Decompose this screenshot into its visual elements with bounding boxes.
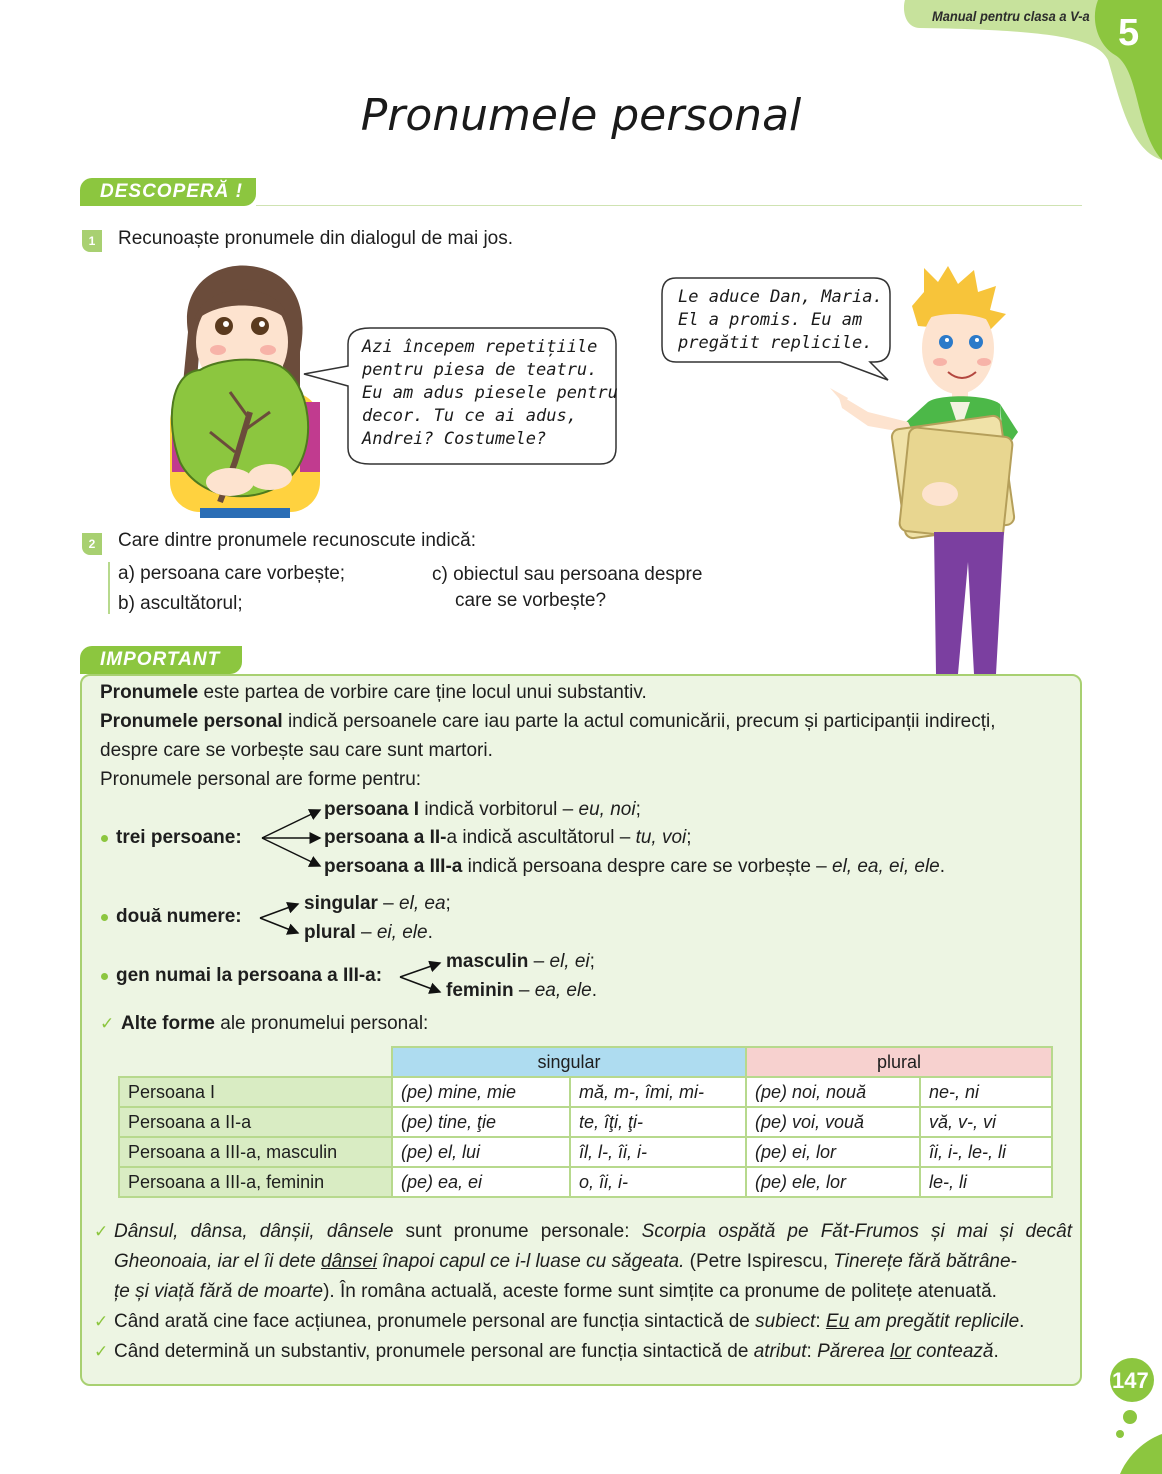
note-1-line-2 — [114, 1251, 1017, 1273]
text: ale pronumelui personal: — [214, 1013, 429, 1034]
plural-header: plural — [746, 1047, 1052, 1077]
text: am pregătit replicile — [849, 1311, 1020, 1332]
person-cell: Persoana a II-a — [119, 1107, 392, 1137]
masculine-line: masculin – el, ei; — [446, 951, 595, 972]
text: Când determină un substantiv, pronumele personal are funcția sintactică de — [114, 1341, 754, 1362]
unit-number: 5 — [1118, 12, 1140, 54]
example: el, ea, ei, ele — [832, 856, 940, 877]
term: persoana I — [324, 799, 420, 820]
options-bar — [108, 562, 110, 614]
check-icon: ✓ — [94, 1222, 109, 1241]
term: feminin — [446, 980, 514, 1001]
option-b: b) ascultătorul; — [118, 593, 243, 614]
text: Scorpia ospătă pe Făt-Frumos și mai și decât — [641, 1221, 1072, 1242]
girl-bubble-line: Eu am adus piesele pentru — [362, 383, 618, 403]
text: . — [1019, 1311, 1025, 1332]
task-number-1: 1 — [82, 230, 102, 252]
text: (Petre Ispirescu, — [684, 1251, 834, 1272]
gender-label: gen numai la persoana a III-a: — [116, 965, 383, 986]
person-2-line: persoana a II-a indică ascultătorul – tu, voi; — [324, 827, 692, 848]
singular-line: singular – el, ea; — [304, 893, 451, 914]
text: Tinerețe fără bătrâne- — [833, 1251, 1017, 1272]
example: ea, ele — [534, 980, 592, 1001]
bullet — [101, 835, 108, 842]
task-2-text: Care dintre pronumele recunoscute indică: — [118, 530, 477, 551]
check-icon: ✓ — [100, 1014, 115, 1033]
text: Gheonoaia, iar el îi dete — [114, 1251, 322, 1272]
value-cell: (pe) ei, lor — [746, 1137, 920, 1167]
example: ei, ele — [376, 922, 428, 943]
text: indică vorbitorul – — [419, 799, 579, 820]
girl-bubble-line: Azi începem repetițiile — [362, 337, 598, 357]
person-cell: Persoana a III-a, masculin — [119, 1137, 392, 1167]
value-cell: (pe) tine, ţie — [392, 1107, 570, 1137]
plural-line: plural – ei, ele. — [304, 922, 433, 943]
text: dânsei — [321, 1251, 378, 1272]
value-cell: (pe) ea, ei — [392, 1167, 570, 1197]
person-cell: Persoana a III-a, feminin — [119, 1167, 392, 1197]
girl-bubble-line: decor. Tu ce ai adus, — [362, 406, 577, 426]
boy-illustration — [828, 262, 1038, 674]
value-cell: (pe) voi, vouă — [746, 1107, 920, 1137]
value-cell: o, îi, i- — [570, 1167, 746, 1197]
term: Pronumele personal — [100, 711, 283, 732]
boy-bubble-line: Le aduce Dan, Maria. — [678, 287, 883, 307]
text: indică persoana despre care se vorbește – — [462, 856, 833, 877]
person-1-line: persoana I indică vorbitorul – eu, noi; — [324, 799, 641, 820]
term: Pronumele — [100, 682, 199, 703]
text: înapoi capul ce i-l luase cu săgeata. — [377, 1251, 685, 1272]
text: Dânsul, dânsa, dânșii, dânsele — [114, 1221, 394, 1242]
text: Părerea — [817, 1341, 890, 1362]
term: singular — [304, 893, 378, 914]
page-number: 147 — [1112, 1368, 1149, 1393]
table-row — [119, 1077, 1052, 1107]
text: . — [993, 1341, 999, 1362]
value-cell: îi, i-, le-, li — [920, 1137, 1052, 1167]
table-row — [119, 1137, 1052, 1167]
bullet — [101, 973, 108, 980]
pronoun-forms-table — [118, 1046, 1053, 1198]
forms-intro: Pronumele personal are forme pentru: — [100, 769, 422, 790]
note-1-line-1 — [114, 1221, 1072, 1243]
important-tab: IMPORTANT — [80, 646, 242, 674]
value-cell: mă, m-, îmi, mi- — [570, 1077, 746, 1107]
discover-divider — [256, 205, 1082, 206]
option-c-line1: c) obiectul sau persoana despre — [432, 564, 703, 585]
value-cell: (pe) mine, mie — [392, 1077, 570, 1107]
text: indică persoanele care iau parte la actul comunicării, precum și participanții indirecți, — [282, 711, 996, 732]
option-a: a) persoana care vorbește; — [118, 563, 346, 584]
value-cell: (pe) ele, lor — [746, 1167, 920, 1197]
two-numbers-label: două numere: — [116, 906, 242, 927]
value-cell: te, îţi, ţi- — [570, 1107, 746, 1137]
example: el, ei — [549, 951, 590, 972]
note-1-line-3 — [114, 1281, 997, 1303]
value-cell: le-, li — [920, 1167, 1052, 1197]
table-header-row — [119, 1047, 1052, 1077]
value-cell: îl, l-, îi, i- — [570, 1137, 746, 1167]
table-row — [119, 1107, 1052, 1137]
note-3 — [114, 1341, 999, 1363]
text: contează — [911, 1341, 994, 1362]
singular-header: singular — [392, 1047, 746, 1077]
term: Alte forme — [121, 1013, 215, 1034]
bullet — [101, 914, 108, 921]
text: țe și viață fără de moarte — [114, 1281, 324, 1302]
example: tu, voi — [635, 827, 687, 848]
value-cell: vă, v-, vi — [920, 1107, 1052, 1137]
term: masculin — [446, 951, 529, 972]
text: : — [806, 1341, 818, 1362]
text: subiect — [755, 1311, 816, 1332]
example: eu, noi — [578, 799, 636, 820]
boy-bubble-line: pregătit replicile. — [678, 333, 873, 353]
text: Eu — [825, 1311, 850, 1332]
text: Când arată cine face acțiunea, pronumele personal are funcția sintactică de — [114, 1311, 756, 1332]
check-icon: ✓ — [94, 1312, 109, 1331]
note-2 — [114, 1311, 1024, 1333]
table-corner — [119, 1047, 392, 1077]
text: : — [815, 1311, 826, 1332]
girl-bubble-line: pentru piesa de teatru. — [362, 360, 598, 380]
value-cell: ne-, ni — [920, 1077, 1052, 1107]
three-persons-label: trei persoane: — [116, 827, 242, 848]
option-c-line2: care se vorbește? — [455, 590, 607, 611]
task-1-text: Recunoaște pronumele din dialogul de mai jos. — [118, 228, 514, 249]
term: persoana a II- — [324, 827, 447, 848]
girl-bubble-line: Andrei? Costumele? — [362, 429, 547, 449]
text: a indică ascultătorul – — [446, 827, 636, 848]
text: este partea de vorbire care ține locul unui substantiv. — [198, 682, 647, 703]
discover-tab: DESCOPERĂ ! — [80, 178, 256, 206]
table-row — [119, 1167, 1052, 1197]
check-icon: ✓ — [94, 1342, 109, 1361]
definition-personal-pronoun — [100, 711, 996, 733]
feminine-line: feminin – ea, ele. — [446, 980, 598, 1001]
example: el, ea — [399, 893, 446, 914]
text: ). În româna actuală, aceste forme sunt simțite ca pronume de politețe atenuată. — [323, 1281, 997, 1302]
text: lor — [889, 1341, 912, 1362]
text: sunt pronume personale: — [393, 1221, 642, 1242]
person-cell: Persoana I — [119, 1077, 392, 1107]
manual-label: Manual pentru clasa a V-a — [932, 8, 1090, 24]
value-cell: (pe) el, lui — [392, 1137, 570, 1167]
definition-pronoun — [100, 682, 647, 704]
definition-line2: despre care se vorbește sau care sunt martori. — [100, 740, 493, 761]
task-number-2: 2 — [82, 533, 102, 555]
boy-bubble-line: El a promis. Eu am — [678, 310, 863, 330]
other-forms-line — [121, 1013, 428, 1035]
term: plural — [304, 922, 356, 943]
term: persoana a III-a — [324, 856, 463, 877]
girl-bubble-text — [362, 336, 618, 451]
page-title: Pronumele personal — [360, 90, 802, 141]
text: atribut — [753, 1341, 807, 1362]
value-cell: (pe) noi, nouă — [746, 1077, 920, 1107]
person-3-line: persoana a III-a indică persoana despre care se vorbește – el, ea, ei, ele. — [324, 856, 946, 877]
